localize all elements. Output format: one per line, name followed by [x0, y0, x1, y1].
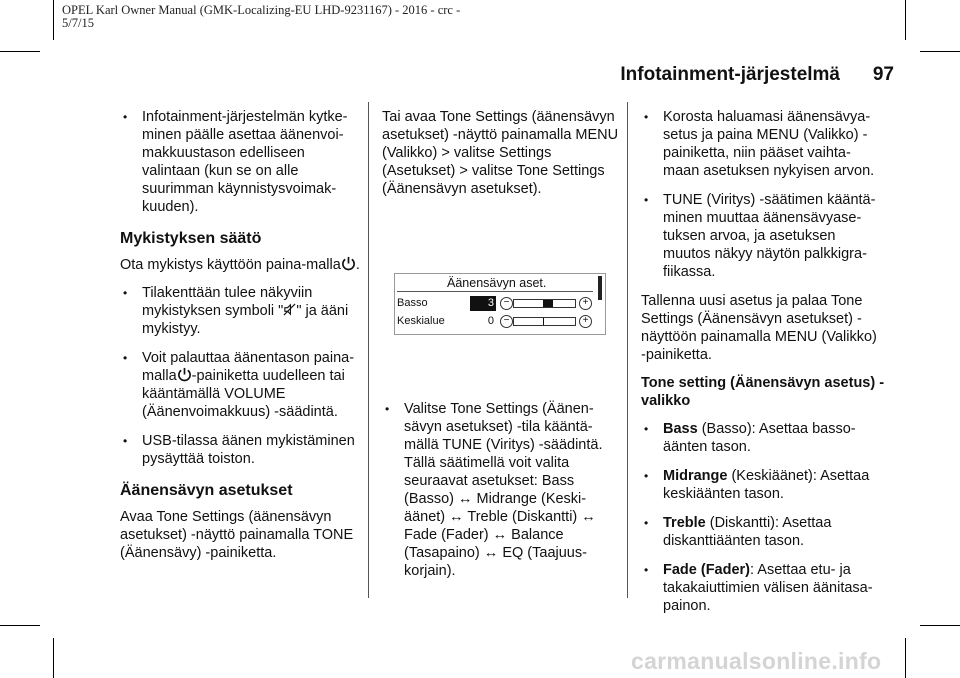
intro-paragraph: Tai avaa Tone Settings (äänensävyn asetukset) -näyttö painamalla MENU (Valikko) > valitse Settings (Asetukset) > valitse Tone Settings (Äänensävyn asetukset). — [382, 109, 619, 197]
crop-mark — [905, 638, 906, 678]
setting-value: 0 — [487, 315, 494, 327]
crop-mark — [0, 51, 40, 52]
setting-label: Basso — [397, 297, 428, 309]
list-item: • TUNE (Viritys) -säätimen kääntä-minen muuttaa äänensävyase-tuksen arvoa, ja asetuksen muutos näkyy näytön palkkigra-fiikassa. — [641, 191, 885, 281]
setting-row-bass — [397, 296, 595, 312]
scrollbar — [598, 276, 602, 300]
list-item: • Tilakenttään tulee näkyviin mykistyksen symboli " " ja ääni mykistyy. — [120, 284, 362, 338]
screen-title: Äänensävyn aset. — [447, 276, 547, 290]
menu-heading: Tone setting (Äänensävyn asetus) -valikko — [641, 375, 885, 409]
section-title: Infotainment-järjestelmä — [620, 64, 840, 85]
page-number: 97 — [872, 64, 894, 85]
list-item: • Valitse Tone Settings (Äänen-sävyn asetukset) -tila kääntä-mällä TUNE (Viritys) -säädintä. Tällä säätimellä voit valita seuraavat asetukset: Bass (Basso) ↔ Midrange (Keski-äänet) ↔ Treble (Diskantti) ↔ Fade (Fader) ↔ Balance (Tasapaino) ↔ EQ (Taajuus-korjain). — [382, 400, 622, 580]
list-item: • Fade (Fader): Asettaa etu- ja takakaiuttimien välisen äänitasa-painon. — [641, 561, 885, 615]
watermark: carmanualsonline.info — [631, 648, 882, 674]
heading-mute: Mykistyksen säätö — [120, 230, 262, 247]
tone-settings-screen — [394, 273, 606, 335]
setting-row-midrange — [397, 314, 595, 330]
speaker-mute-icon — [283, 303, 296, 316]
plus-icon: + — [579, 315, 592, 328]
power-icon — [177, 367, 192, 382]
crop-mark — [0, 625, 40, 626]
screen-title-underline — [397, 291, 593, 292]
list-item: • Midrange (Keskiäänet): Asettaa keskiäänten tason. — [641, 467, 885, 503]
heading-tone: Äänensävyn asetukset — [120, 482, 293, 499]
column-2-lower — [382, 400, 622, 591]
level-fill — [543, 300, 553, 307]
plus-icon: + — [579, 297, 592, 310]
crop-mark — [905, 0, 906, 40]
level-center-tick — [543, 318, 544, 325]
list-item: • USB-tilassa äänen mykistäminen pysäyttää toiston. — [120, 432, 362, 468]
save-paragraph: Tallenna uusi asetus ja palaa Tone Settings (Äänensävyn asetukset) -näyttöön painamalla MENU (Valikko) -painiketta. — [641, 293, 877, 363]
tone-paragraph: Avaa Tone Settings (äänensävyn asetukset) -näyttö painamalla TONE (Äänensävy) -painiketta. — [120, 509, 354, 561]
power-icon — [341, 256, 356, 271]
column-2 — [382, 108, 622, 208]
column-1 — [120, 108, 362, 572]
crop-mark — [920, 51, 960, 52]
setting-value: 3 — [470, 296, 496, 311]
header-line-2: 5/7/15 — [62, 16, 94, 30]
list-item: • Korosta haluamasi äänensävya-setus ja paina MENU (Valikko) -painiketta, niin pääset vaihta-maan asetuksen nykyisen arvon. — [641, 108, 885, 180]
column-divider — [627, 102, 628, 598]
list-item: • Bass (Basso): Asettaa basso-äänten tason. — [641, 420, 885, 456]
column-3 — [641, 108, 885, 626]
document-header — [62, 4, 460, 30]
mute-paragraph: Ota mykistys käyttöön paina-malla . — [120, 257, 360, 273]
level-bar — [513, 317, 576, 326]
list-item: • Treble (Diskantti): Asettaa diskanttiäänten tason. — [641, 514, 885, 550]
minus-icon: − — [500, 315, 513, 328]
column-divider — [368, 102, 369, 598]
minus-icon: − — [500, 297, 513, 310]
setting-label: Keskialue — [397, 315, 445, 327]
list-item: • Infotainment-järjestelmän kytke-minen päälle asettaa äänenvoi-makkuustason edelliseen valintaan (kun se on alle suurimman käynnistysvoimak-kuuden). — [120, 108, 362, 216]
crop-mark — [920, 625, 960, 626]
crop-mark — [53, 0, 54, 40]
header-line-1: OPEL Karl Owner Manual (GMK-Localizing-EU LHD-9231167) - 2016 - crc - — [62, 3, 461, 17]
crop-mark — [53, 638, 54, 678]
list-item: • Voit palauttaa äänentason paina-malla -painiketta uudelleen tai kääntämällä VOLUME (Äänenvoimakkuus) -säädintä. — [120, 349, 362, 421]
level-bar — [513, 299, 576, 308]
